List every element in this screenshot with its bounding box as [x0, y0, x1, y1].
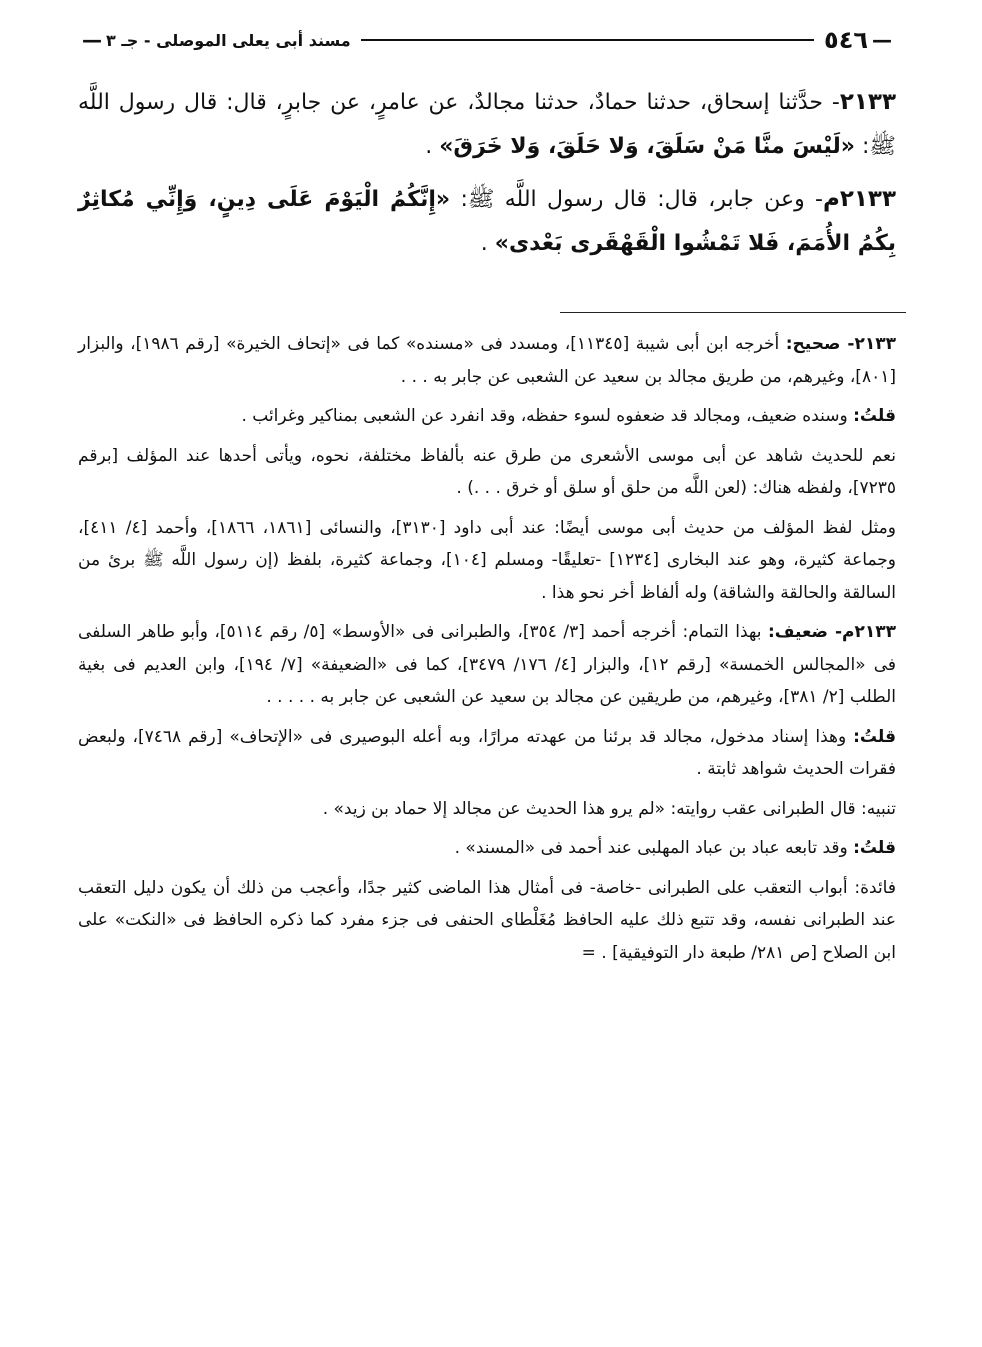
footnote-label: قلتُ: — [853, 838, 896, 858]
footnote-takhrij-2133m — [78, 616, 896, 714]
footnote-text: وسنده ضعيف، ومجالد قد ضعفوه لسوء حفظه، وقد انفرد عن الشعبى بمناكير وغرائب . — [241, 406, 848, 426]
footnote-text: نعم للحديث شاهد عن أبى موسى الأشعرى من طرق عنه بألفاظ مختلفة، نحوه، ويأتى أحدها عند المؤلف [برقم ٧٢٣٥]، ولفظه هناك: (لعن اللَّه من حلق أو سلق أو خرق . . .) . — [78, 445, 896, 498]
footnote-label: تنبيه: — [861, 798, 896, 819]
hadith-end: . — [425, 134, 433, 159]
footnote-mithl — [78, 512, 896, 610]
hadith-2133m — [78, 177, 896, 266]
footnote-label: قلتُ: — [853, 726, 896, 747]
hadith-2133 — [78, 80, 896, 169]
footnote-text: بهذا التمام: أخرجه أحمد [٣/ ٣٥٤]، والطبرانى فى «الأوسط» [٥/ رقم ٥١١٤]، وأبو طاهر السلفى فى «المجالس الخمسة» [رقم ١٢]، والبزار [٤/ ١٧٦/ ٣٤٧٩]، كما فى «الضعيفة» [٧/ ١٩٤]، وابن العديم فى بغية الطلب [٢/ ٣٨١]، وغيرهم، من طريقين عن مجالد بن سعيد عن الشعبى عن جابر به . . . . . — [78, 622, 896, 707]
footnote-qultu-2 — [78, 721, 896, 786]
footnotes — [78, 328, 896, 976]
hadith-end: . — [480, 231, 488, 256]
footnote-label: ٢١٣٣م- ضعيف: — [767, 622, 896, 642]
footnote-tanbih — [78, 793, 896, 826]
header-dash: — — [872, 28, 892, 52]
footnote-separator — [560, 312, 906, 313]
footnote-takhrij-2133 — [78, 328, 896, 393]
running-header — [78, 22, 896, 58]
footnote-text: وهذا إسناد مدخول، مجالد قد برئنا من عهدته مرارًا، وبه أعله البوصيرى فى «الإتحاف» [رقم ٧٤٦٨]، ولبعض فقرات الحديث شواهد ثابتة . — [78, 726, 896, 779]
footnote-shahid — [78, 440, 896, 505]
hadith-isnad: - حدَّثنا إسحاق، حدثنا حمادٌ، حدثنا مجالدٌ، عن عامرٍ، عن جابرٍ، قال: قال رسول اللَّه ﷺ: — [78, 90, 896, 159]
footnote-qultu — [78, 400, 896, 433]
footnote-label: فائدة: — [854, 877, 896, 898]
hadith-matn: «لَيْسَ منَّا مَنْ سَلَقَ، وَلا حَلَقَ، وَلا خَرَقَ» — [439, 134, 855, 159]
hadith-matn: «إِنَّكُمُ الْيَوْمَ عَلَى دِينٍ، وَإِنِّي مُكاثِرٌ بِكُمُ الأُمَمَ، فَلا تَمْشُوا الْقَهْقَرى بَعْدى» — [78, 187, 896, 256]
footnote-label: قلتُ: — [853, 406, 896, 426]
footnote-text: أبواب التعقب على الطبرانى -خاصة- فى أمثال هذا الماضى كثير جدًا، وأعجب من ذلك أن يكون دليل التعقب عند الطبرانى نفسه، وقد تتبع ذلك عليه الحافظ مُغَلْطاى الحنفى فى جزء مفرد كما ذكره الحافظ فى «النكت» على ابن الصلاح [ص ٢٨١/ طبعة دار التوفيقية] . = — [78, 877, 896, 963]
footnote-text: قال الطبرانى عقب روايته: «لم يرو هذا الحديث عن مجالد إلا حماد بن زيد» . — [322, 798, 856, 819]
footnote-qultu-3 — [78, 832, 896, 865]
footnote-text: أخرجه ابن أبى شيبة [١١٣٤٥]، ومسدد فى «مسنده» كما فى «إتحاف الخيرة» [رقم ١٩٨٦]، والبزار [٨٠١]، وغيرهم، من طريق مجالد بن سعيد عن الشعبى عن جابر به . . . — [78, 334, 896, 387]
header-rule — [361, 39, 814, 41]
footnote-label: ٢١٣٣- صحيح: — [785, 334, 897, 354]
book-title: مسند أبى يعلى الموصلى - جـ ٣ — [106, 30, 351, 50]
page-number: ٥٤٦ — [824, 26, 868, 54]
main-text — [78, 80, 896, 274]
hadith-number: ٢١٣٣ — [839, 89, 896, 115]
hadith-isnad: - وعن جابر، قال: قال رسول اللَّه ﷺ: — [460, 187, 823, 212]
footnote-faida — [78, 872, 896, 970]
footnote-text: ومثل لفظ المؤلف من حديث أبى موسى أيضًا: عند أبى داود [٣١٣٠]، والنسائى [١٨٦١، ١٨٦٦]، وأحمد [٤/ ٤١١]، وجماعة كثيرة، وهو عند البخارى [١٢٣٤] -تعليقًا- ومسلم [١٠٤]، وجماعة كثيرة، بلفظ (إن رسول اللَّه ﷺ برئ من السالقة والحالقة والشاقة) وله ألفاظ أخر نحو هذا . — [78, 517, 896, 603]
hadith-number: ٢١٣٣م — [822, 186, 896, 212]
footnote-text: وقد تابعه عباد بن عباد المهلبى عند أحمد فى «المسند» . — [454, 838, 848, 858]
header-dash-end: — — [82, 28, 102, 52]
